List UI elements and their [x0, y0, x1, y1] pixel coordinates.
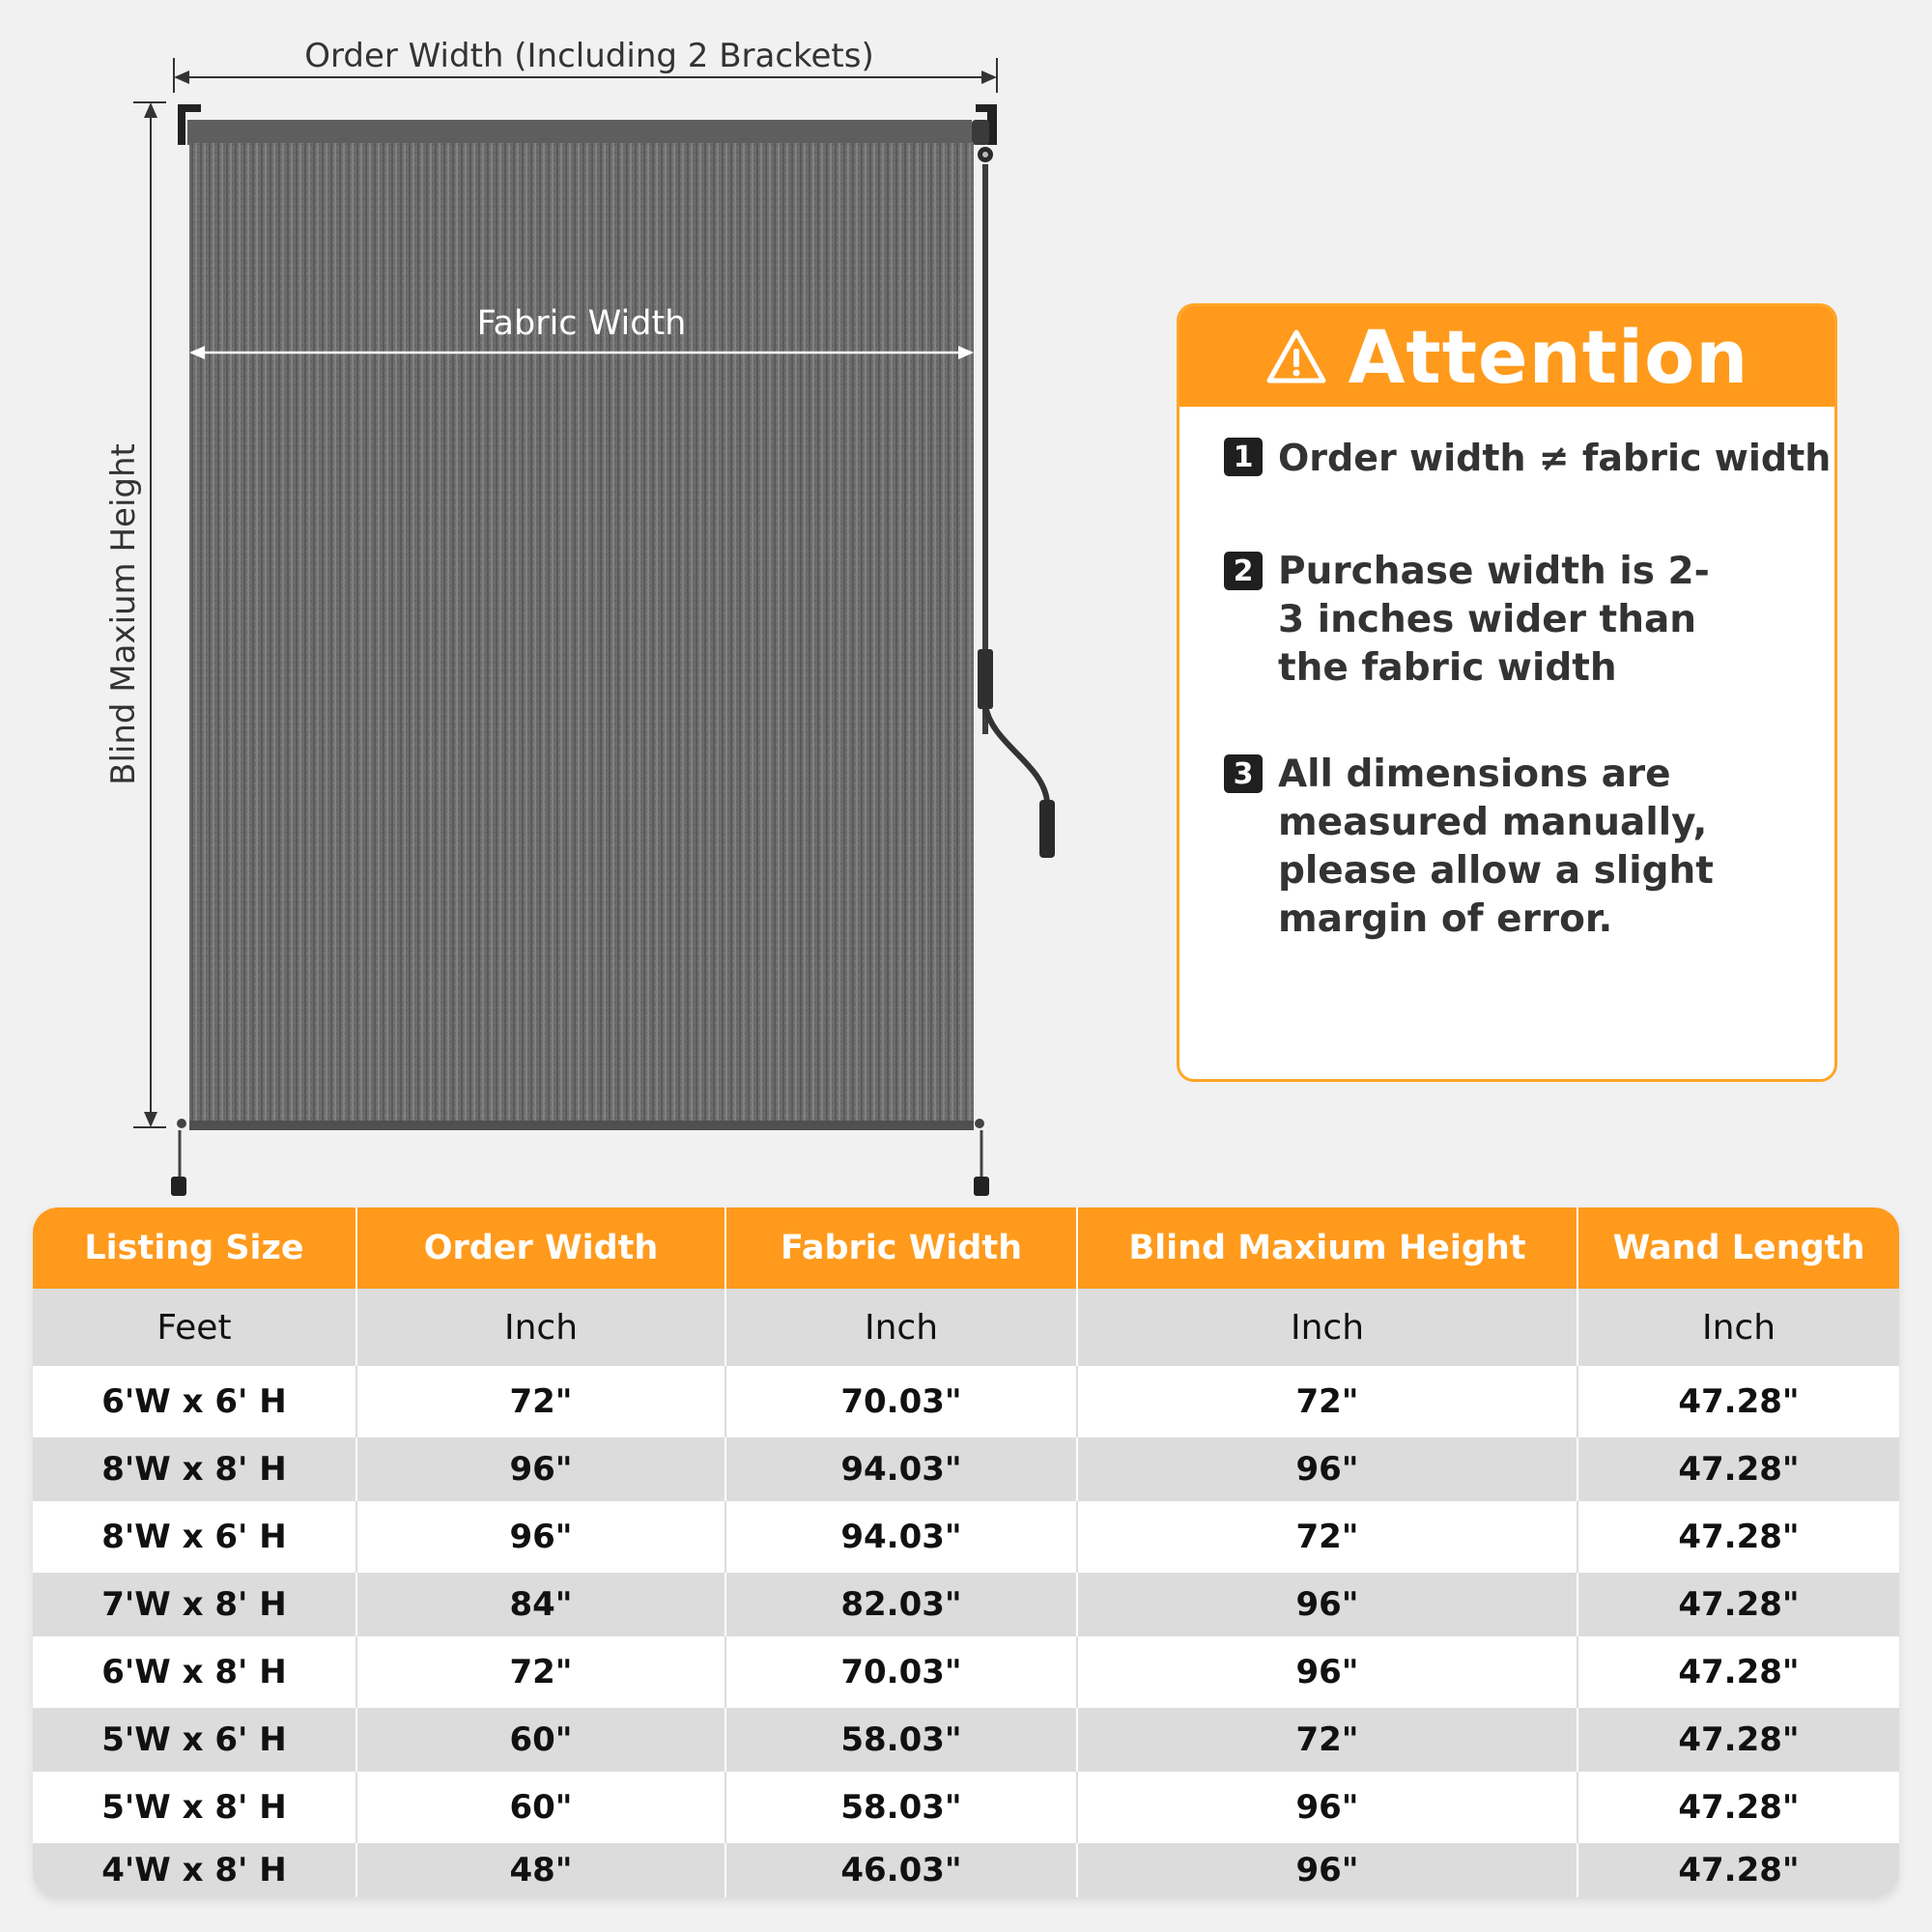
bottom-left-hook	[171, 1119, 186, 1196]
table-cell: 72"	[1077, 1501, 1577, 1573]
note-text: Order width ≠ fabric width	[1278, 437, 1832, 479]
header-order-width: Order Width	[356, 1208, 725, 1289]
table-row	[33, 1772, 1899, 1843]
table-cell: 70.03"	[725, 1366, 1077, 1437]
attention-note-3	[1224, 751, 1746, 944]
size-chart-table	[33, 1208, 1899, 1897]
table-cell: 48"	[356, 1843, 725, 1897]
table-cell: 96"	[1077, 1636, 1577, 1708]
crank-wand	[978, 164, 1055, 858]
attention-header	[1179, 306, 1834, 407]
table-cell: 4'W x 8' H	[33, 1843, 356, 1897]
table-cell: 6'W x 8' H	[33, 1636, 356, 1708]
table-units-row	[33, 1289, 1899, 1366]
attention-note-2	[1224, 548, 1726, 693]
note-text: All dimensions are measured manually, please allow a slight margin of error.	[1278, 753, 1714, 941]
table-cell: 94.03"	[725, 1437, 1077, 1501]
table-cell: 96"	[1077, 1573, 1577, 1636]
table-cell: 5'W x 6' H	[33, 1708, 356, 1772]
table-row	[33, 1708, 1899, 1772]
table-cell: 47.28"	[1577, 1437, 1899, 1501]
table-cell: 6'W x 6' H	[33, 1366, 356, 1437]
order-width-label: Order Width (Including 2 Brackets)	[304, 37, 874, 75]
table-cell: 96"	[1077, 1772, 1577, 1843]
table-cell: 96"	[1077, 1843, 1577, 1897]
fabric-width-label: Fabric Width	[476, 304, 687, 343]
table-cell: 47.28"	[1577, 1501, 1899, 1573]
table-cell: 47.28"	[1577, 1573, 1899, 1636]
table-cell: 96"	[1077, 1437, 1577, 1501]
unit-cell: Feet	[33, 1289, 356, 1366]
note-number-badge: 2	[1224, 552, 1263, 590]
unit-cell: Inch	[1577, 1289, 1899, 1366]
blind-height-label: Blind Maxium Height	[104, 443, 143, 785]
header-listing-size: Listing Size	[33, 1208, 356, 1289]
unit-cell: Inch	[725, 1289, 1077, 1366]
table-header-row	[33, 1208, 1899, 1289]
table-cell: 8'W x 6' H	[33, 1501, 356, 1573]
table-cell: 5'W x 8' H	[33, 1772, 356, 1843]
table-cell: 8'W x 8' H	[33, 1437, 356, 1501]
table-cell: 72"	[356, 1636, 725, 1708]
table-cell: 72"	[1077, 1366, 1577, 1437]
table-row	[33, 1636, 1899, 1708]
table-row	[33, 1573, 1899, 1636]
unit-cell: Inch	[356, 1289, 725, 1366]
table-cell: 96"	[356, 1437, 725, 1501]
unit-cell: Inch	[1077, 1289, 1577, 1366]
blind-fabric	[189, 143, 974, 1128]
note-number-badge: 1	[1224, 438, 1263, 476]
table-cell: 94.03"	[725, 1501, 1077, 1573]
table-cell: 70.03"	[725, 1636, 1077, 1708]
table-cell: 72"	[356, 1366, 725, 1437]
table-cell: 72"	[1077, 1708, 1577, 1772]
attention-card	[1177, 303, 1837, 1082]
table-row	[33, 1843, 1899, 1897]
table-row	[33, 1501, 1899, 1573]
table-cell: 47.28"	[1577, 1366, 1899, 1437]
table-cell: 47.28"	[1577, 1636, 1899, 1708]
table-cell: 82.03"	[725, 1573, 1077, 1636]
roller-tube	[187, 120, 972, 145]
note-text: Purchase width is 2-3 inches wider than the fabric width	[1278, 550, 1710, 690]
header-fabric-width: Fabric Width	[725, 1208, 1077, 1289]
blind-diagram	[0, 0, 1159, 1208]
table-cell: 46.03"	[725, 1843, 1077, 1897]
header-blind-height: Blind Maxium Height	[1077, 1208, 1577, 1289]
table-cell: 60"	[356, 1708, 725, 1772]
attention-note-1	[1224, 434, 1832, 482]
table-cell: 47.28"	[1577, 1843, 1899, 1897]
table-cell: 58.03"	[725, 1772, 1077, 1843]
header-wand-length: Wand Length	[1577, 1208, 1899, 1289]
blind-illustration	[0, 0, 1159, 1208]
table-cell: 58.03"	[725, 1708, 1077, 1772]
table-row	[33, 1366, 1899, 1437]
warning-icon	[1265, 327, 1327, 385]
table-cell: 7'W x 8' H	[33, 1573, 356, 1636]
table-cell: 47.28"	[1577, 1772, 1899, 1843]
table-cell: 84"	[356, 1573, 725, 1636]
table-cell: 96"	[356, 1501, 725, 1573]
table-cell: 47.28"	[1577, 1708, 1899, 1772]
table-row	[33, 1437, 1899, 1501]
note-number-badge: 3	[1224, 754, 1263, 793]
table-cell: 60"	[356, 1772, 725, 1843]
attention-title: Attention	[1348, 313, 1749, 400]
bottom-right-hook	[974, 1119, 989, 1196]
